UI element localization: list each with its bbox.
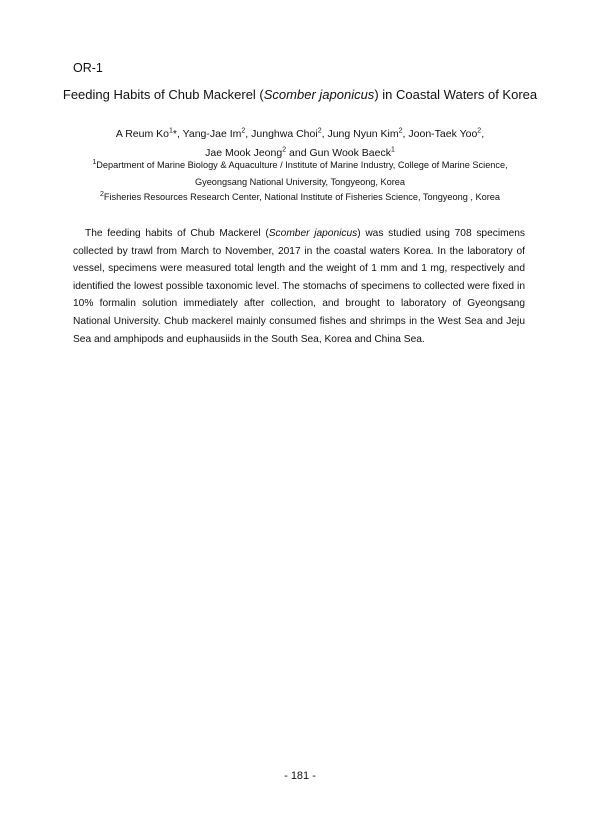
author-name: Jung Nyun Kim xyxy=(327,128,399,140)
abstract-code: OR-1 xyxy=(73,61,103,75)
author-name: Yang-Jae Im xyxy=(182,128,242,140)
author xyxy=(327,128,408,140)
affiliation-1 xyxy=(0,160,600,170)
affiliation-1-continued: Gyeongsang National University, Tongyeong, Korea xyxy=(194,177,406,187)
author-name: Jae Mook Jeong xyxy=(205,147,283,159)
author-separator: , xyxy=(321,128,328,140)
author-name: A Reum Ko xyxy=(115,128,169,140)
author-name: Joon-Taek Yoo xyxy=(408,128,478,140)
paper-title xyxy=(0,87,600,102)
author xyxy=(309,147,394,159)
abstract-body xyxy=(73,225,525,348)
page-number: - 181 - xyxy=(284,770,316,782)
abstract-text-before: The feeding habits of Chub Mackerel ( xyxy=(85,228,269,239)
author-separator: *, xyxy=(172,128,183,140)
affiliation-mark: 1 xyxy=(92,158,97,166)
author-affiliation-mark: 2 xyxy=(317,127,322,135)
affiliation-text: Department of Marine Biology & Aquaculture / Institute of Marine Industry, College of Marine Science, xyxy=(96,160,508,170)
author-affiliation-mark: 2 xyxy=(398,127,403,135)
author xyxy=(408,128,484,140)
author-separator: , xyxy=(245,128,252,140)
affiliation-2 xyxy=(0,192,600,202)
author xyxy=(205,147,309,159)
author-separator: , xyxy=(481,128,485,140)
author-list xyxy=(0,125,600,163)
author-name: Gun Wook Baeck xyxy=(309,147,391,159)
abstract-text-after: ) was studied using 708 specimens collected by trawl from March to November, 2017 in the coastal waters Korea. In the laboratory of vessel, specimens were measured total length and the weight of 1 mm and 1 mg, respectively and identified the lowest possible taxonomic level. The stomachs of specimens to collected were fixed in 10% formalin solution immediately after collection, and brought to laboratory of Gyeongsang National University. Chub mackerel mainly consumed fishes and shrimps in the West Sea and Jeju Sea and amphipods and euphausiids in the South Sea, Korea and China Sea. xyxy=(73,228,526,345)
author-separator: and xyxy=(286,147,310,159)
title-text-after: ) in Coastal Waters of Korea xyxy=(374,87,538,102)
author xyxy=(183,128,252,140)
author-separator: , xyxy=(402,128,409,140)
author-affiliation-mark: 2 xyxy=(477,127,482,135)
author-affiliation-mark: 1 xyxy=(169,127,173,135)
affiliation-mark: 2 xyxy=(99,190,104,198)
title-text-before: Feeding Habits of Chub Mackerel ( xyxy=(62,87,264,102)
abstract-paragraph xyxy=(73,225,525,348)
author xyxy=(116,128,183,140)
author-name: Junghwa Choi xyxy=(251,128,318,140)
title-species-name: Scomber japonicus xyxy=(263,87,375,102)
author-affiliation-mark: 2 xyxy=(282,146,287,154)
author xyxy=(251,128,327,140)
author-affiliation-mark: 2 xyxy=(241,127,246,135)
affiliation-text: Fisheries Resources Research Center, National Institute of Fisheries Science, Tongyeong , Korea xyxy=(103,192,501,202)
abstract-species-name: Scomber japonicus xyxy=(268,228,358,239)
author-affiliation-mark: 1 xyxy=(390,146,395,154)
